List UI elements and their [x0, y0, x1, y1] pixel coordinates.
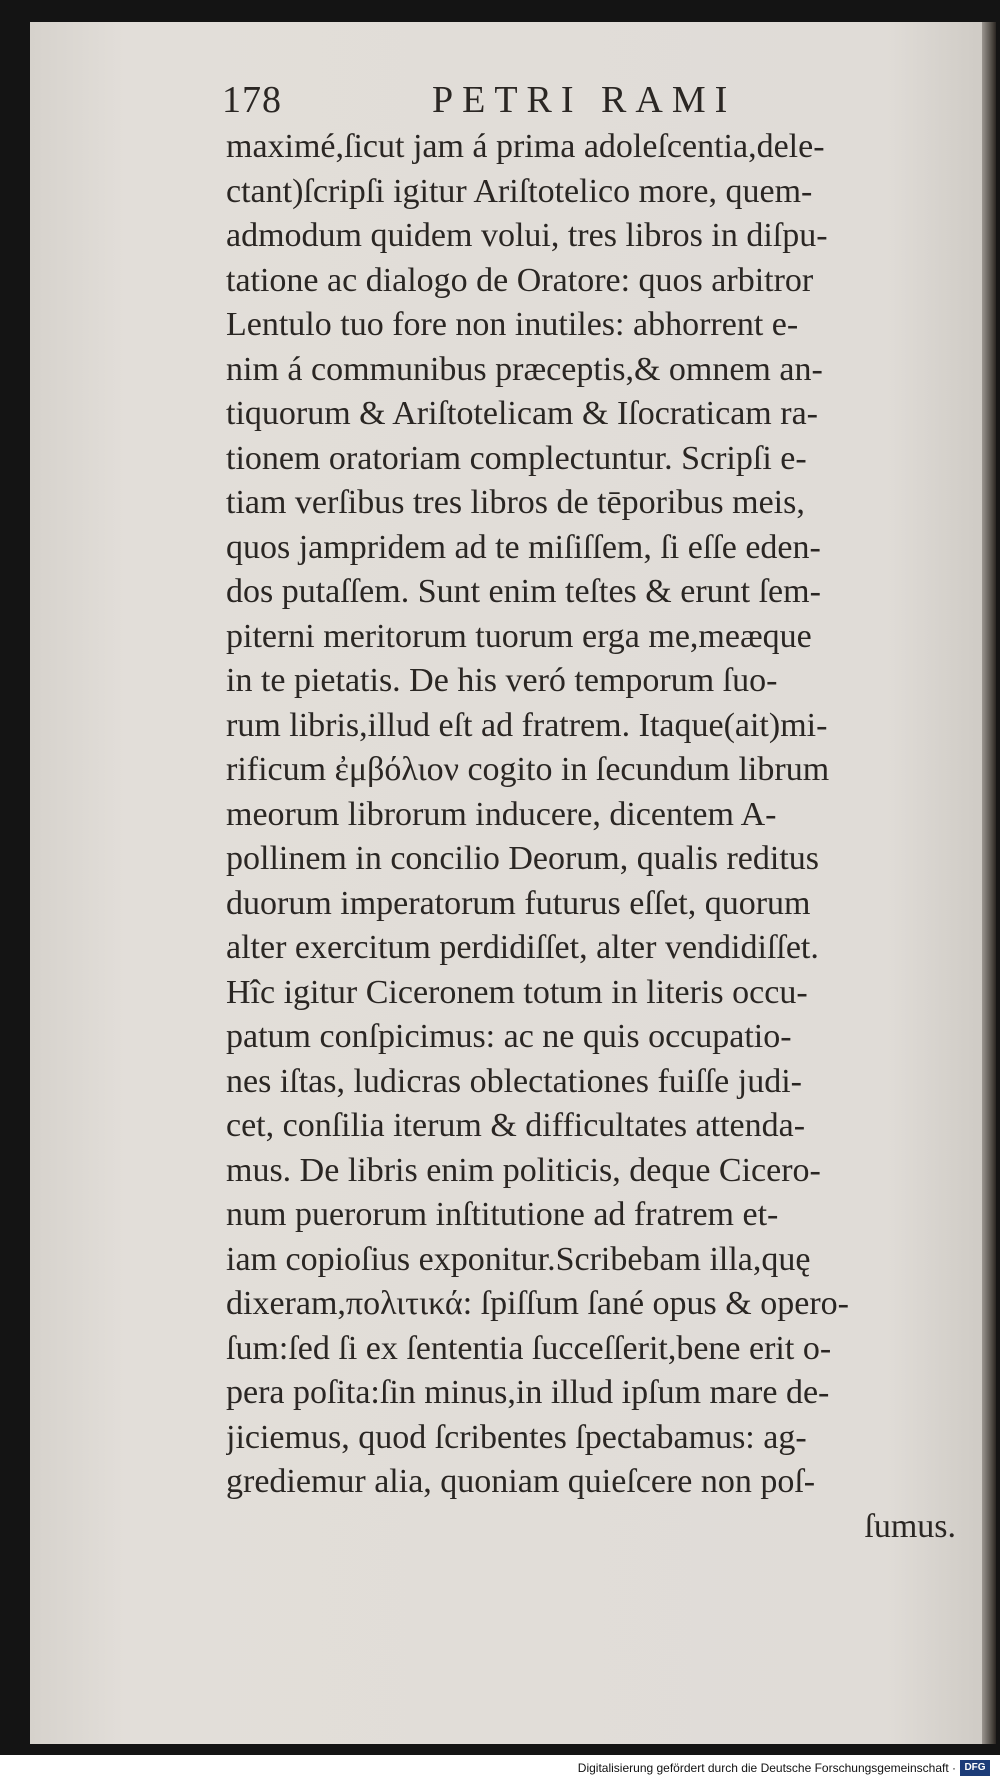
text-line: dos putaſſem. Sunt enim teſtes & erunt ſem-	[226, 573, 821, 610]
text-line: maximé,ſicut jam á prima adoleſcentia,dele-	[226, 128, 825, 165]
page-header	[222, 78, 962, 130]
dfg-logo: DFG	[960, 1760, 990, 1776]
text-line: ſum:ſed ſi ex ſententia ſucceſſerit,bene erit o-	[226, 1329, 832, 1367]
text-line: tiam verſibus tres libros de tēporibus meis,	[226, 484, 805, 521]
page-number: 178	[222, 79, 282, 121]
text-line: piterni meritorum tuorum erga me,meæque	[226, 617, 812, 655]
footer-bar	[0, 1755, 1000, 1783]
text-line: tiquorum & Ariſtotelicam & Iſocraticam ra-	[226, 395, 818, 432]
text-line: pollinem in concilio Deorum, qualis reditus	[226, 840, 820, 877]
text-line: pera poſita:ſin minus,in illud ipſum mare de-	[226, 1374, 830, 1411]
text-line: num puerorum inſtitutione ad fratrem et-	[226, 1196, 779, 1233]
text-line: duorum imperatorum futurus eſſet, quorum	[226, 884, 811, 922]
text-line: dixeram,πολιτικά: ſpiſſum ſané opus & opero-	[226, 1285, 849, 1322]
running-head: PETRI RAMI	[432, 79, 737, 121]
text-line: tionem oratoriam complectuntur. Scripſi e-	[226, 439, 807, 477]
text-line: rificum ἐμβόλιον cogito in ſecundum librum	[226, 751, 830, 788]
text-line: nim á communibus præceptis,& omnem an-	[226, 350, 823, 388]
digitization-credit: Digitalisierung gefördert durch die Deutsche Forschungsgemeinschaft ·	[577, 1761, 956, 1775]
text-line: rum libris,illud eſt ad fratrem. Itaque(ait)mi-	[226, 706, 828, 744]
text-line: jiciemus, quod ſcribentes ſpectabamus: ag-	[226, 1418, 807, 1456]
text-line: ſumus.	[864, 1507, 956, 1545]
text-line: nes iſtas, ludicras oblectationes fuiſſe judi-	[226, 1062, 802, 1100]
text-line: Hîc igitur Ciceronem totum in literis occu-	[226, 973, 808, 1011]
body-text	[226, 125, 956, 1549]
text-line: tatione ac dialogo de Oratore: quos arbitror	[226, 261, 814, 299]
text-line: grediemur alia, quoniam quieſcere non poſ-	[226, 1463, 816, 1500]
text-line: alter exercitum perdidiſſet, alter vendidiſſet.	[226, 929, 819, 966]
text-line: in te pietatis. De his veró temporum ſuo-	[226, 662, 778, 699]
text-line: cet, conſilia iterum & difficultates attenda-	[226, 1107, 806, 1144]
text-line: ctant)ſcripſi igitur Ariſtotelico more, quem-	[226, 172, 813, 210]
text-line: quos jampridem ad te miſiſſem, ſi eſſe eden-	[226, 528, 821, 566]
page-edge	[982, 22, 996, 1744]
text-line: patum conſpicimus: ac ne quis occupatio-	[226, 1018, 792, 1055]
text-line: admodum quidem volui, tres libros in diſpu-	[226, 217, 828, 254]
text-line: Lentulo tuo fore non inutiles: abhorrent e-	[226, 306, 799, 343]
text-line: meorum librorum inducere, dicentem A-	[226, 795, 777, 833]
text-line: iam copioſius exponitur.Scribebam illa,quę	[226, 1240, 811, 1278]
text-line: mus. De libris enim politicis, deque Cicero-	[226, 1151, 821, 1189]
